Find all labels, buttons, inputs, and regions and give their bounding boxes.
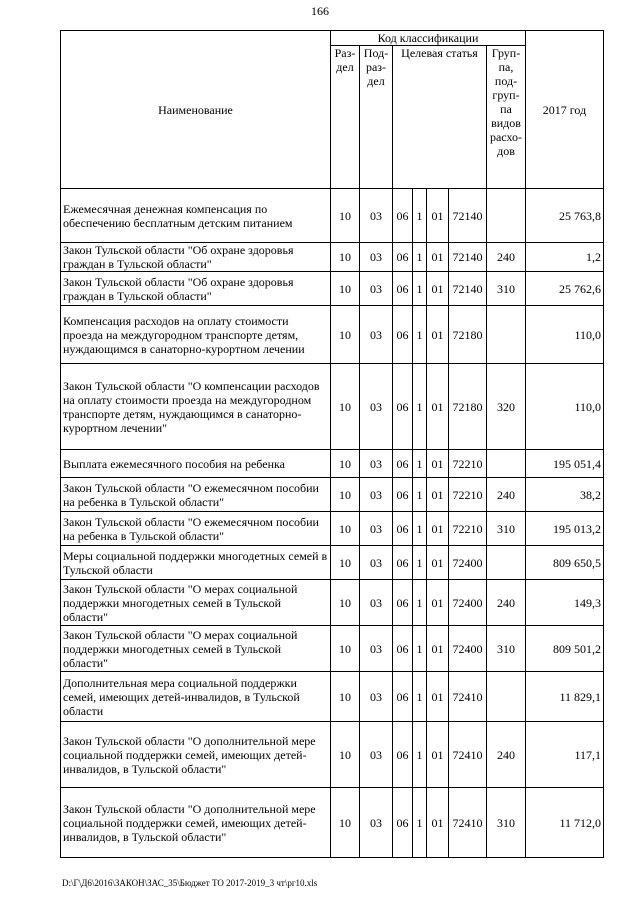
table-row: [61, 512, 604, 546]
row-target-part2: 1: [413, 306, 427, 364]
row-target-part1: 06: [393, 722, 413, 788]
row-subsection: 03: [360, 450, 393, 478]
row-target-part1: 06: [393, 672, 413, 722]
table-row: [61, 580, 604, 626]
row-subsection: 03: [360, 722, 393, 788]
row-section: 10: [331, 243, 360, 272]
header-target-article: Целевая статья: [393, 46, 487, 189]
row-expense-type: 240: [487, 580, 526, 626]
row-target-part4: 72140: [449, 243, 487, 272]
table-row: [61, 788, 604, 858]
table-row: [61, 626, 604, 672]
row-expense-type: 320: [487, 364, 526, 450]
row-target-part4: 72410: [449, 722, 487, 788]
row-subsection: 03: [360, 306, 393, 364]
row-section: 10: [331, 306, 360, 364]
row-name: Закон Тульской области "О ежемесячном пособии на ребенка в Тульской области": [61, 478, 331, 512]
row-target-part3: 01: [427, 626, 449, 672]
row-name: Закон Тульской области "О мерах социальной поддержки многодетных семей в Тульской области": [61, 626, 331, 672]
header-classification-code: Код классификации: [331, 31, 526, 46]
row-target-part4: 72140: [449, 189, 487, 243]
row-section: 10: [331, 364, 360, 450]
row-target-part2: 1: [413, 672, 427, 722]
row-target-part4: 72400: [449, 580, 487, 626]
row-target-part2: 1: [413, 512, 427, 546]
row-target-part1: 06: [393, 546, 413, 580]
row-target-part4: 72180: [449, 306, 487, 364]
row-expense-type: 310: [487, 512, 526, 546]
row-target-part3: 01: [427, 450, 449, 478]
row-target-part4: 72140: [449, 272, 487, 306]
row-expense-type: [487, 546, 526, 580]
table-row: [61, 364, 604, 450]
row-subsection: 03: [360, 243, 393, 272]
row-target-part1: 06: [393, 512, 413, 546]
row-expense-type: 240: [487, 722, 526, 788]
row-target-part4: 72180: [449, 364, 487, 450]
row-target-part2: 1: [413, 189, 427, 243]
row-expense-type: [487, 306, 526, 364]
row-target-part2: 1: [413, 546, 427, 580]
row-section: 10: [331, 546, 360, 580]
row-amount: 11 829,1: [526, 672, 604, 722]
table-row: [61, 243, 604, 272]
row-name: Закон Тульской области "О компенсации расходов на оплату стоимости проезда на междугородном транспорте детям, нуждающимся в санаторно-курортном лечении": [61, 364, 331, 450]
row-amount: 25 762,6: [526, 272, 604, 306]
row-expense-type: 240: [487, 478, 526, 512]
budget-table: [60, 30, 604, 858]
row-target-part3: 01: [427, 722, 449, 788]
row-section: 10: [331, 450, 360, 478]
row-target-part1: 06: [393, 580, 413, 626]
row-target-part3: 01: [427, 272, 449, 306]
row-name: Меры социальной поддержки многодетных семей в Тульской области: [61, 546, 331, 580]
row-target-part3: 01: [427, 788, 449, 858]
row-target-part2: 1: [413, 364, 427, 450]
row-section: 10: [331, 272, 360, 306]
row-amount: 25 763,8: [526, 189, 604, 243]
footer-file-path: D:\Г\Д6\2016\ЗАКОН\ЗАС_35\Бюджет ТО 2017-2019_3 чт\рг10.xls: [62, 878, 318, 888]
row-amount: 195 013,2: [526, 512, 604, 546]
row-section: 10: [331, 580, 360, 626]
row-target-part3: 01: [427, 478, 449, 512]
row-subsection: 03: [360, 672, 393, 722]
table-row: [61, 189, 604, 243]
row-name: Закон Тульской области "О ежемесячном пособии на ребенка в Тульской области": [61, 512, 331, 546]
row-expense-type: 240: [487, 243, 526, 272]
row-subsection: 03: [360, 546, 393, 580]
row-target-part2: 1: [413, 788, 427, 858]
row-name: Выплата ежемесячного пособия на ребенка: [61, 450, 331, 478]
row-target-part3: 01: [427, 546, 449, 580]
row-target-part4: 72410: [449, 788, 487, 858]
row-target-part4: 72400: [449, 546, 487, 580]
row-target-part4: 72210: [449, 450, 487, 478]
row-subsection: 03: [360, 272, 393, 306]
row-name: Закон Тульской области "Об охране здоровья граждан в Тульской области": [61, 272, 331, 306]
row-name: Закон Тульской области "О мерах социальной поддержки многодетных семей в Тульской области": [61, 580, 331, 626]
row-section: 10: [331, 478, 360, 512]
row-section: 10: [331, 672, 360, 722]
header-subsection: Под- раз- дел: [360, 46, 393, 189]
row-expense-type: [487, 450, 526, 478]
row-name: Закон Тульской области "О дополнительной мере социальной поддержки семей, имеющих детей-инвалидов, в Тульской области": [61, 788, 331, 858]
header-section: Раз- дел: [331, 46, 360, 189]
row-name: Закон Тульской области "О дополнительной мере социальной поддержки семей, имеющих детей-инвалидов, в Тульской области": [61, 722, 331, 788]
row-target-part2: 1: [413, 722, 427, 788]
row-name: Закон Тульской области "Об охране здоровья граждан в Тульской области": [61, 243, 331, 272]
row-target-part3: 01: [427, 243, 449, 272]
row-subsection: 03: [360, 626, 393, 672]
row-target-part4: 72410: [449, 672, 487, 722]
header-name: Наименование: [61, 31, 331, 189]
row-subsection: 03: [360, 364, 393, 450]
table-header: [61, 31, 604, 189]
row-target-part4: 72210: [449, 478, 487, 512]
row-amount: 149,3: [526, 580, 604, 626]
row-subsection: 03: [360, 189, 393, 243]
row-amount: 195 051,4: [526, 450, 604, 478]
row-amount: 110,0: [526, 306, 604, 364]
row-target-part1: 06: [393, 788, 413, 858]
row-target-part2: 1: [413, 243, 427, 272]
row-section: 10: [331, 512, 360, 546]
row-expense-type: [487, 672, 526, 722]
row-target-part1: 06: [393, 272, 413, 306]
header-expense-group: Груп- па, под- груп- па видов расхо- дов: [487, 46, 526, 189]
row-amount: 1,2: [526, 243, 604, 272]
row-target-part2: 1: [413, 478, 427, 512]
row-section: 10: [331, 626, 360, 672]
row-target-part1: 06: [393, 450, 413, 478]
row-target-part3: 01: [427, 364, 449, 450]
row-subsection: 03: [360, 788, 393, 858]
row-target-part1: 06: [393, 306, 413, 364]
row-target-part3: 01: [427, 306, 449, 364]
row-name: Дополнительная мера социальной поддержки семей, имеющих детей-инвалидов, в Тульской области: [61, 672, 331, 722]
table-row: [61, 450, 604, 478]
row-amount: 110,0: [526, 364, 604, 450]
header-year: 2017 год: [526, 31, 604, 189]
row-target-part2: 1: [413, 580, 427, 626]
row-target-part2: 1: [413, 450, 427, 478]
row-amount: 11 712,0: [526, 788, 604, 858]
row-section: 10: [331, 788, 360, 858]
row-target-part2: 1: [413, 272, 427, 306]
row-amount: 38,2: [526, 478, 604, 512]
table-body: [61, 189, 604, 858]
row-name: Компенсация расходов на оплату стоимости проезда на междугородном транспорте детям, нуждающимся в санаторно-курортном лечении: [61, 306, 331, 364]
table-row: [61, 672, 604, 722]
row-section: 10: [331, 189, 360, 243]
row-target-part1: 06: [393, 189, 413, 243]
table-row: [61, 722, 604, 788]
row-amount: 809 650,5: [526, 546, 604, 580]
row-amount: 117,1: [526, 722, 604, 788]
row-subsection: 03: [360, 512, 393, 546]
table-row: [61, 478, 604, 512]
row-target-part1: 06: [393, 626, 413, 672]
row-subsection: 03: [360, 580, 393, 626]
row-name: Ежемесячная денежная компенсация по обеспечению бесплатным детским питанием: [61, 189, 331, 243]
page-number: 166: [311, 4, 329, 18]
table-row: [61, 306, 604, 364]
row-target-part4: 72400: [449, 626, 487, 672]
row-subsection: 03: [360, 478, 393, 512]
table-row: [61, 272, 604, 306]
row-target-part3: 01: [427, 672, 449, 722]
row-target-part3: 01: [427, 580, 449, 626]
row-expense-type: [487, 189, 526, 243]
row-expense-type: 310: [487, 272, 526, 306]
row-target-part2: 1: [413, 626, 427, 672]
row-target-part4: 72210: [449, 512, 487, 546]
row-target-part1: 06: [393, 478, 413, 512]
row-expense-type: 310: [487, 626, 526, 672]
row-section: 10: [331, 722, 360, 788]
row-target-part3: 01: [427, 189, 449, 243]
table-row: [61, 546, 604, 580]
row-target-part1: 06: [393, 364, 413, 450]
row-amount: 809 501,2: [526, 626, 604, 672]
row-target-part3: 01: [427, 512, 449, 546]
row-target-part1: 06: [393, 243, 413, 272]
row-expense-type: 310: [487, 788, 526, 858]
